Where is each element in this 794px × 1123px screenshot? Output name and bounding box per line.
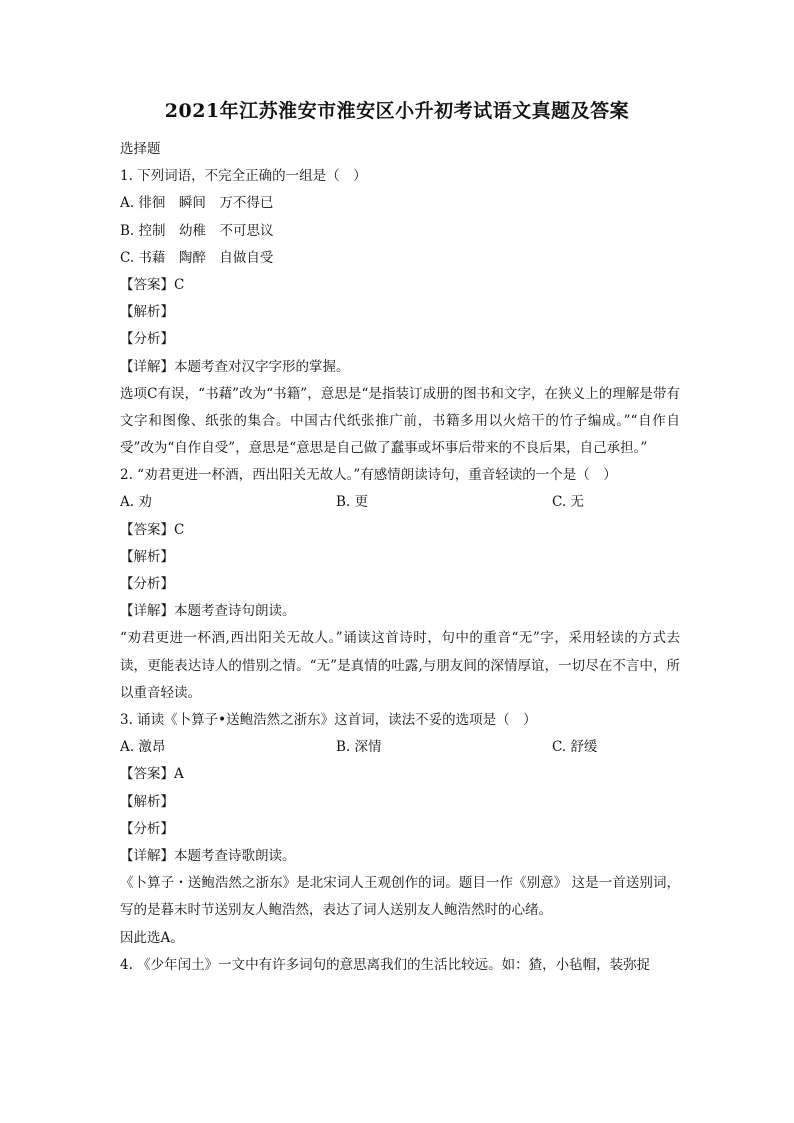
question-3-fenxi: 【分析】	[120, 820, 174, 837]
question-3-option-b: B. 深情	[336, 739, 382, 756]
question-2-option-a: A. 劝	[120, 494, 152, 511]
question-2-stem: 2. “劝君更进一杯酒，西出阳关无故人。”有感情朗读诗句，重音轻读的一个是（ ）	[120, 467, 617, 484]
question-2-fenxi: 【分析】	[120, 576, 174, 593]
question-3-options	[120, 734, 680, 761]
question-3-xiangjie: 【详解】本题考查诗歌朗读。	[120, 847, 296, 864]
question-2-answer: 【答案】C	[120, 521, 185, 538]
question-3-jiexi: 【解析】	[120, 793, 174, 810]
question-1-jiexi: 【解析】	[120, 304, 174, 321]
question-1-fenxi: 【分析】	[120, 331, 174, 348]
question-1-option-a: A. 徘徊 瞬间 万不得已	[120, 195, 274, 212]
question-2-explanation: “劝君更进一杯酒,西出阳关无故人。”诵读这首诗时，句中的重音“无”字，采用轻读的方式去读，更能表达诗人的惜别之情。“无”是真情的吐露,与朋友间的深情厚谊，一切尽在不言中，所以重音轻读。	[120, 630, 680, 701]
question-3-explanation: 《卜算子・送鲍浩然之浙东》是北宋词人王观创作的词。题目一作《别意》 这是一首送别词，写的是暮末时节送别友人鲍浩然，表达了词人送别友人鲍浩然时的心绪。	[120, 875, 680, 919]
question-3-conclusion: 因此选A。	[120, 929, 184, 946]
question-2-jiexi: 【解析】	[120, 548, 174, 565]
question-3-answer: 【答案】A	[120, 766, 184, 783]
question-2-options	[120, 489, 680, 516]
question-1-option-c: C. 书藉 陶醉 自做自受	[120, 249, 274, 266]
question-3-option-c: C. 舒缓	[552, 739, 598, 756]
question-1-option-b: B. 控制 幼稚 不可思议	[120, 222, 274, 239]
question-1-stem: 1. 下列词语，不完全正确的一组是（ ）	[120, 168, 367, 185]
question-2-xiangjie: 【详解】本题考查诗句朗读。	[120, 603, 296, 620]
question-1-answer: 【答案】C	[120, 276, 185, 293]
question-2-option-b: B. 更	[336, 494, 369, 511]
document-body	[120, 136, 680, 979]
question-3-option-a: A. 激昂	[120, 739, 166, 756]
document-title: 2021年江苏淮安市淮安区小升初考试语文真题及答案	[164, 100, 630, 122]
question-1-xiangjie: 【详解】本题考查对汉字字形的掌握。	[120, 358, 350, 375]
question-2-option-c: C. 无	[552, 494, 584, 511]
question-3-stem: 3. 诵读《卜算子•送鲍浩然之浙东》这首词，读法不妥的选项是（ ）	[120, 712, 537, 729]
question-4-stem: 4. 《少年闰土》一文中有许多词句的意思离我们的生活比较远。如：猹，小毡帽，装弥捉	[120, 956, 651, 973]
question-1-explanation: 选项C有误，“书藉”改为“书籍”，意思是“是指装订成册的图书和文字，在狭义上的理解是带有文字和图像、纸张的集合。中国古代纸张推广前，书籍多用以火焙干的竹子编成。”“自作自受”改为“自作自受”，意思是“意思是自己做了蠢事或坏事后带来的不良后果，自己承担。”	[120, 385, 680, 457]
section-heading: 选择题	[120, 141, 161, 157]
